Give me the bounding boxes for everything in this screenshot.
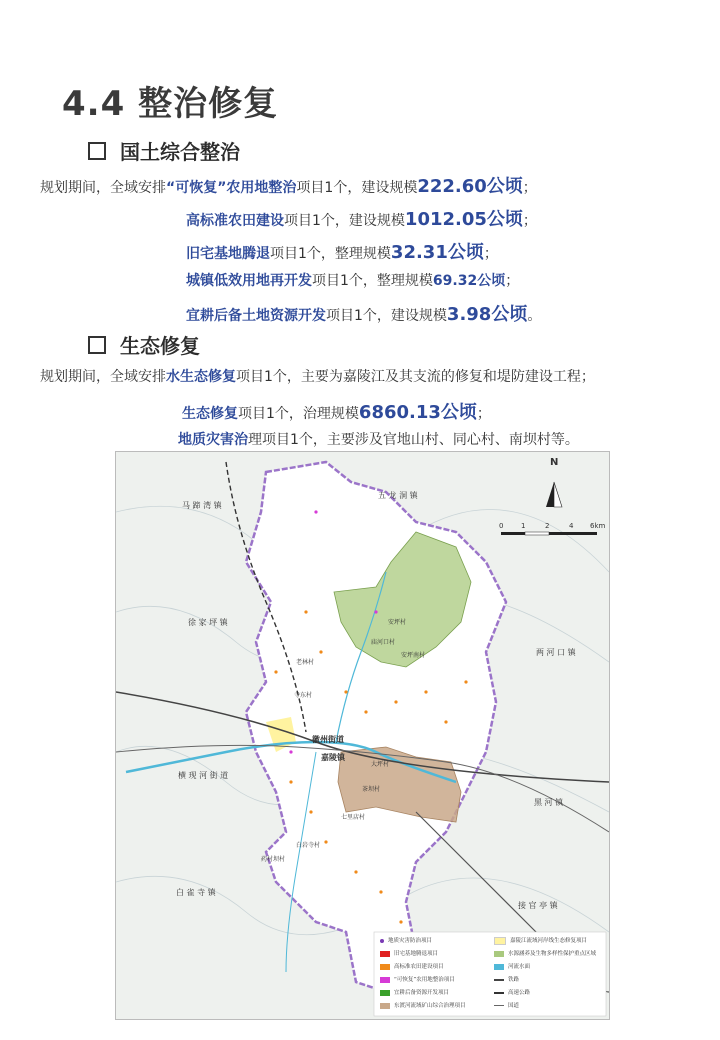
legend-swatch [494,937,506,945]
place-label: 徽州街道 [312,735,344,744]
village-label: 寺东村 [294,692,313,699]
legend-label: 高标准农田建设项目 [394,964,444,970]
legend-label: 嘉陵江流域河岸线生态修复项目 [510,938,588,944]
village-label: 茶坝村 [362,786,381,793]
village-label: 七里店村 [341,814,366,821]
number-text: 3.98公顷 [446,304,528,325]
north-label: N [550,457,559,468]
legend-label: 国道 [508,1003,520,1009]
text: 理项目1个，主要涉及官地山村、同心村、南坝村等。 [248,432,579,448]
text: ； [522,213,537,229]
text: ； [476,406,491,422]
text: 项目1个，建设规模 [326,308,447,324]
number-text: 222.60公顷 [417,176,523,197]
text: ； [505,273,520,289]
paragraph-line [182,398,491,424]
legend-item [380,975,455,983]
text: 规划期间，全域安排 [40,369,166,385]
legend-swatch [494,992,504,994]
legend-item [380,936,432,944]
section-heading: 4.4 整治修复 [62,84,279,124]
legend-item [380,949,438,957]
place-label: 白 雀 寺 镇 [176,888,216,897]
checkbox-icon [88,336,106,354]
legend-swatch [380,951,390,957]
highlight-text: 地质灾害治 [178,432,248,448]
village-label: 药村坝村 [261,856,286,863]
place-label: 嘉陵镇 [321,753,345,762]
paragraph-line [186,270,519,290]
highlight-text: “可恢复”农用地整治 [166,180,297,196]
village-label: 白岩寺村 [296,842,321,849]
checkbox-icon [88,142,106,160]
legend-item [494,949,596,957]
place-label: 接 官 亭 镇 [518,901,558,910]
place-label: 五 龙 洞 镇 [378,491,418,500]
highlight-text: 城镇低效用地再开发 [186,273,312,289]
paragraph-line [178,429,579,449]
text: 项目1个，整理规模 [312,273,433,289]
place-label: 两 河 口 镇 [536,648,576,657]
legend-item [494,988,530,996]
planning-map [115,451,610,1020]
legend-item [380,988,449,996]
scale-2: 2 [545,522,550,530]
text: 规划期间，全域安排 [40,180,166,196]
highlight-text: 宜耕后备土地资源开发 [186,308,326,324]
legend-item [380,962,444,970]
scale-4: 4 [569,522,574,530]
legend-swatch [380,990,390,996]
map-graphic [116,452,609,1019]
scale-0: 0 [499,522,504,530]
legend-label: 高速公路 [508,990,531,996]
text: 。 [527,308,542,324]
legend-swatch [380,939,384,943]
number-text: 32.31公顷 [390,242,484,263]
legend-label: 东渡河流域矿山综合治理项目 [394,1003,466,1009]
legend-label: 宜耕后备资源开发项目 [394,990,450,996]
legend-item [494,1001,519,1009]
subsection-title-land-consolidation [88,136,240,165]
text: 项目1个，建设规模 [284,213,405,229]
subsection-title-text: 国土综合整治 [120,140,240,164]
paragraph-line [186,205,537,231]
legend-label: “可恢复”农用地整治项目 [394,977,455,983]
village-label: 老林村 [296,659,315,666]
highlight-text: 高标准农田建设 [186,213,284,229]
paragraph-line [40,172,537,198]
place-label: 黑 河 镇 [534,798,564,807]
legend-label: 铁路 [508,977,520,983]
subsection-title-eco-restoration [88,330,200,359]
legend-swatch [494,1005,504,1006]
legend-item [494,975,519,983]
village-label: 大坪村 [371,761,390,768]
place-label: 横 现 河 街 道 [178,771,229,780]
number-text: 6860.13公顷 [358,402,477,423]
legend-swatch [380,1003,390,1009]
highlight-text: 旧宅基地腾退 [186,246,270,262]
legend-item [494,962,530,970]
legend-label: 水源涵养及生物多样性保护重点区域 [508,951,597,957]
number-text: 1012.05公顷 [404,209,523,230]
legend-swatch [494,951,504,957]
paragraph-line [40,366,595,386]
legend-label: 河流水面 [508,964,531,970]
subsection-title-text: 生态修复 [120,334,200,358]
legend-label: 旧宅基地腾退项目 [394,951,439,957]
text: 项目1个，建设规模 [296,180,418,196]
scale-6km: 6km [590,522,606,530]
number-text: 69.32公顷 [432,273,506,289]
highlight-text: 水生态修复 [166,369,236,385]
legend-swatch [380,977,390,983]
paragraph-line [186,238,498,264]
village-label: 安坪村 [388,619,407,626]
legend-swatch [494,964,504,970]
village-label: 安坪南村 [401,652,426,659]
legend-item [380,1001,466,1009]
paragraph-line [186,300,541,326]
legend-item [494,936,587,945]
text: 项目1个，整理规模 [270,246,391,262]
place-label: 徐 家 坪 镇 [188,618,228,627]
legend-label: 地质灾害防治项目 [388,938,433,944]
legend-swatch [494,979,504,981]
highlight-text: 生态修复 [182,406,238,422]
place-label: 马 蹄 湾 镇 [182,501,222,510]
legend-swatch [380,964,390,970]
text: 项目1个，治理规模 [238,406,359,422]
scale-1: 1 [521,522,526,530]
village-label: 庙河口村 [371,639,396,646]
text: 项目1个，主要为嘉陵江及其支流的修复和堤防建设工程； [236,369,595,385]
text: ； [483,246,498,262]
text: ； [522,180,537,196]
